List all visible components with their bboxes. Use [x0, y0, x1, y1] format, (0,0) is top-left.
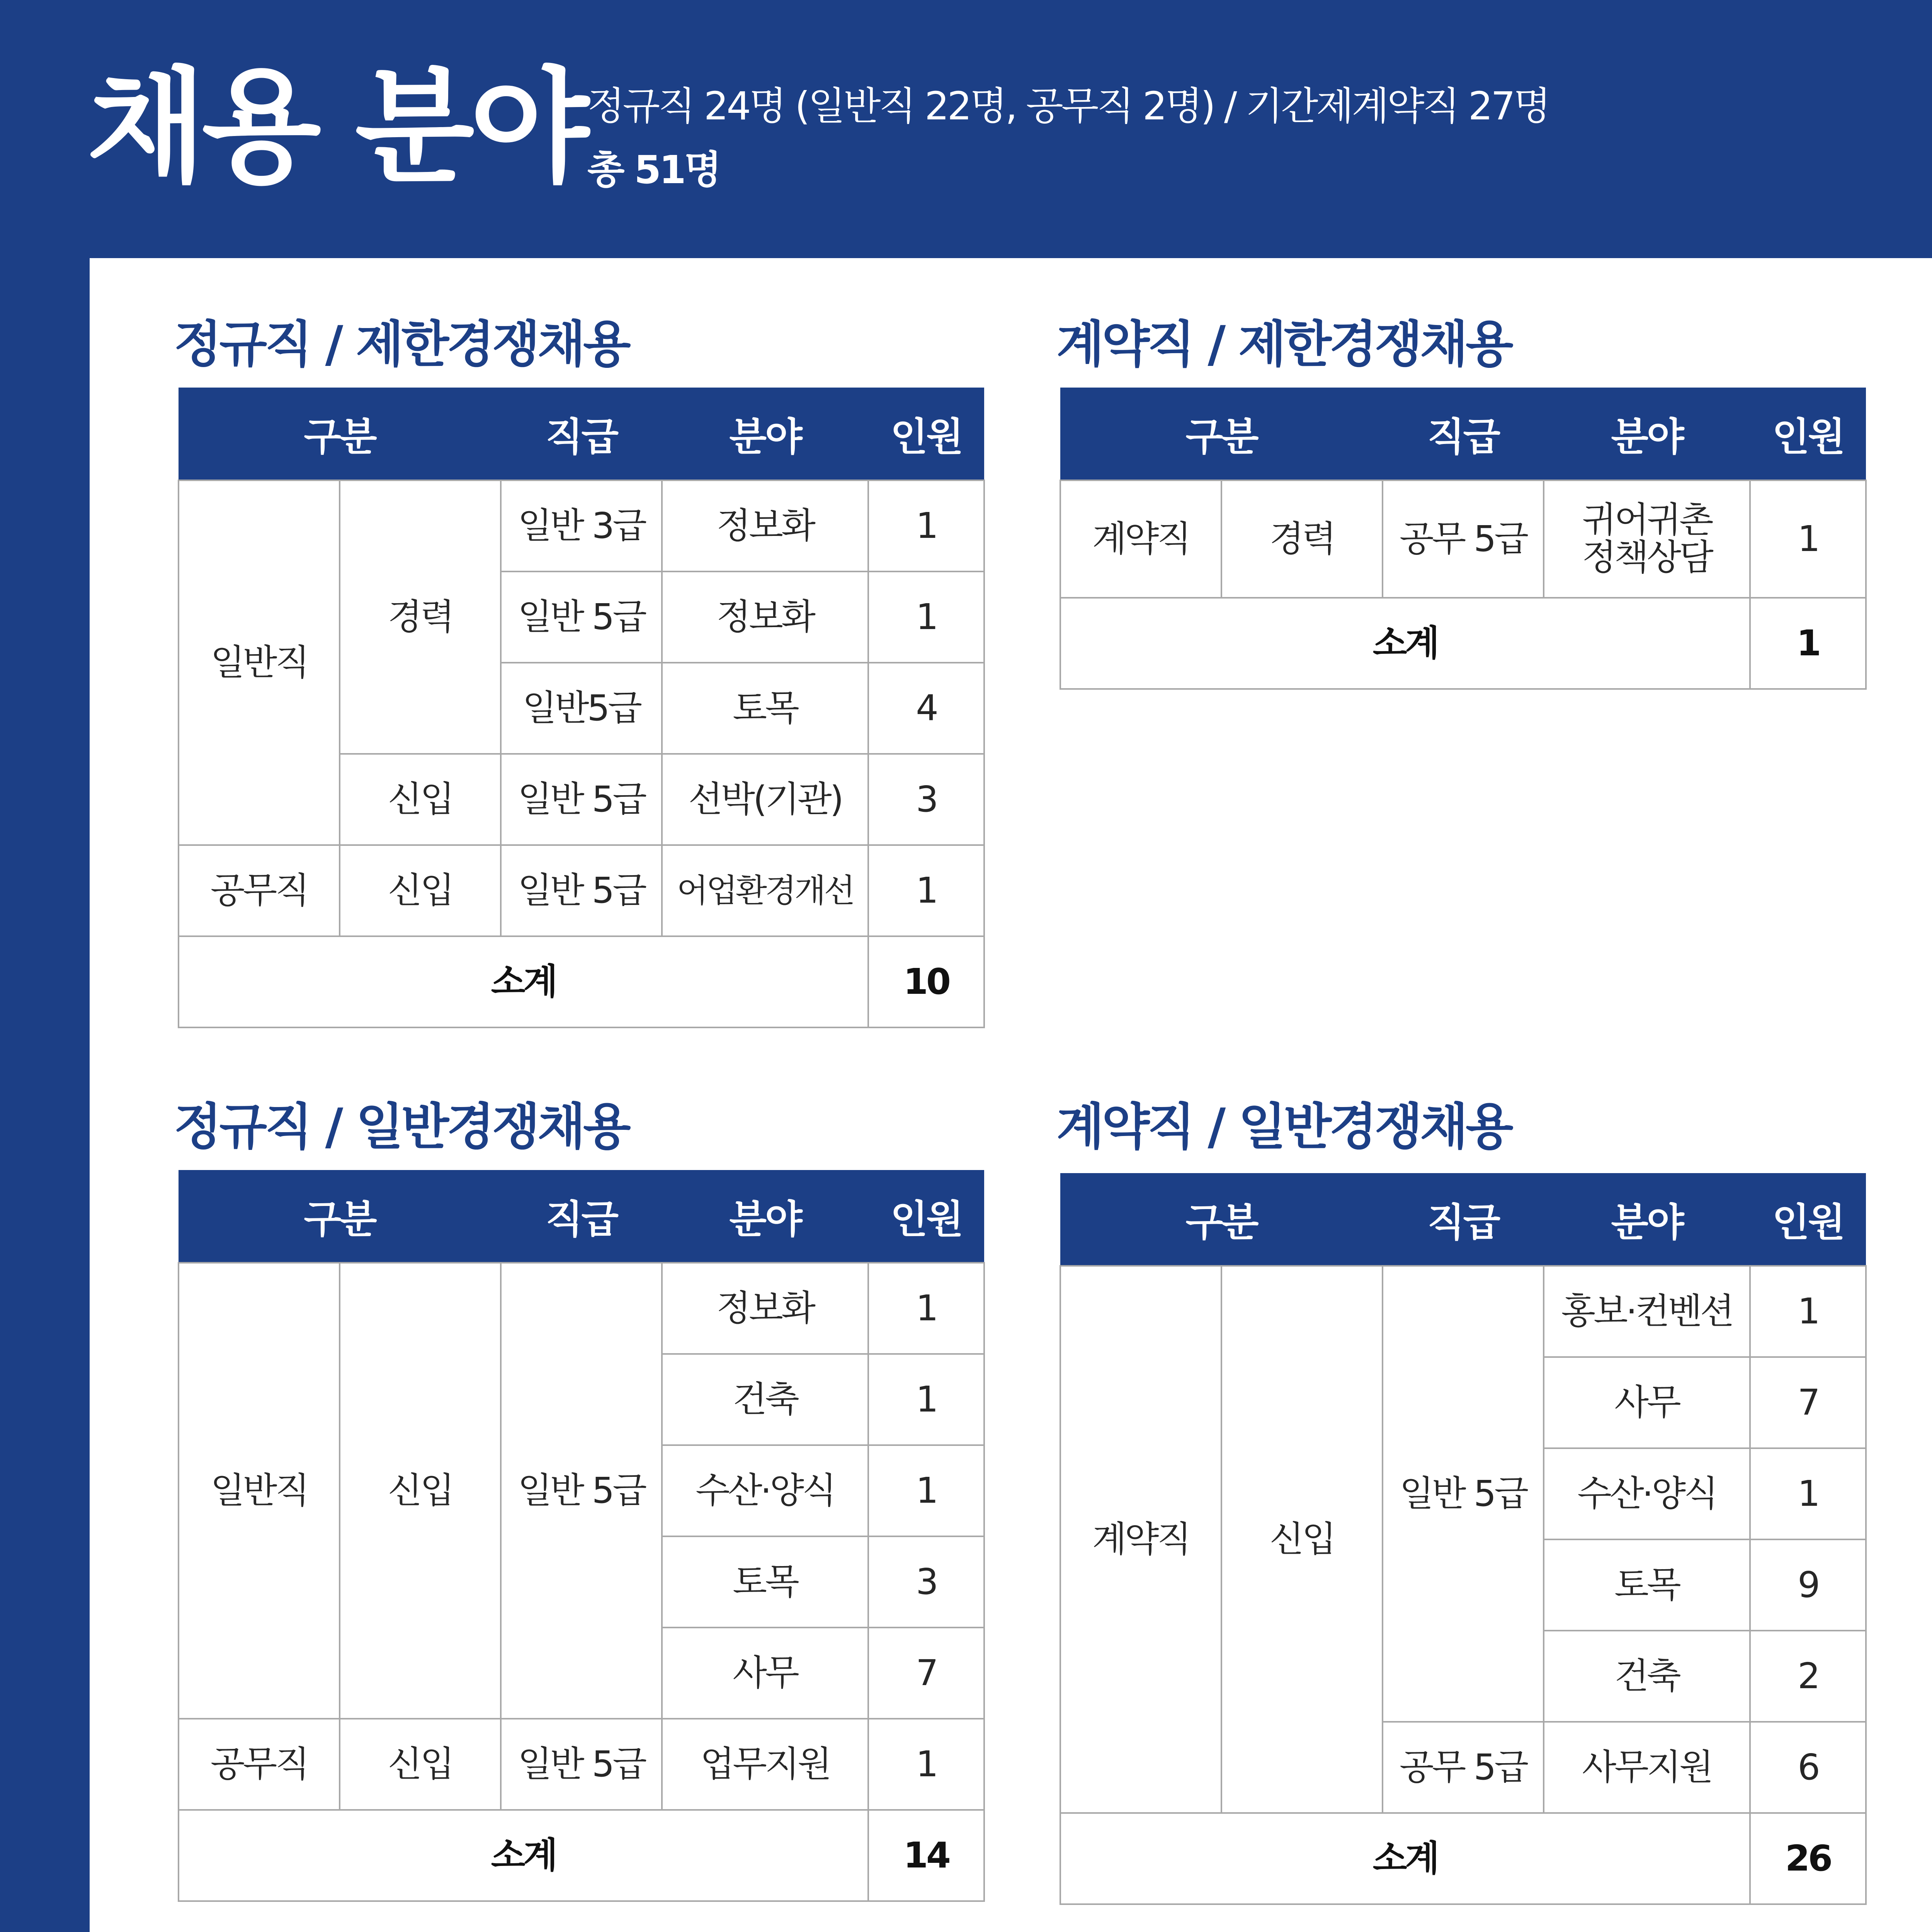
grade-cell: 일반 5급 — [1383, 1266, 1544, 1722]
hire-type-cell: 신입 — [340, 1263, 501, 1719]
table-row — [179, 1719, 984, 1810]
column-header-field: 분야 — [1544, 1173, 1750, 1266]
grade-cell: 일반 5급 — [501, 845, 662, 936]
field-cell: 정보화 — [662, 1263, 868, 1354]
subtotal-label: 소계 — [1060, 1813, 1750, 1904]
column-header-field: 분야 — [662, 1170, 868, 1263]
count-cell: 1 — [1750, 1266, 1866, 1357]
field-cell: 정보화 — [662, 480, 868, 571]
column-header-count: 인원 — [868, 1170, 984, 1263]
table-header-row — [179, 1170, 984, 1263]
table-row — [1060, 1266, 1866, 1357]
column-header-category: 구분 — [179, 1170, 501, 1263]
table-row — [179, 480, 984, 571]
count-cell: 1 — [868, 571, 984, 663]
field-cell: 사무지원 — [1544, 1722, 1750, 1813]
field-cell: 업무지원 — [662, 1719, 868, 1810]
field-cell — [1544, 480, 1750, 598]
section-title-regular-open: 정규직 / 일반경쟁채용 — [174, 1098, 629, 1156]
count-cell: 9 — [1750, 1539, 1866, 1631]
count-cell: 3 — [868, 1536, 984, 1628]
column-header-count: 인원 — [1750, 388, 1866, 480]
column-header-grade: 직급 — [501, 388, 662, 480]
subtotal-row — [179, 1810, 984, 1901]
hiring-total: 총 51명 — [587, 147, 720, 192]
page-title: 채용 분야 — [87, 56, 585, 199]
field-cell: 토목 — [662, 1536, 868, 1628]
table-regular-open — [178, 1170, 985, 1902]
job-type-cell: 공무직 — [179, 1719, 340, 1810]
field-cell: 건축 — [1544, 1631, 1750, 1722]
subtotal-value: 14 — [868, 1810, 984, 1901]
grade-cell: 일반 5급 — [501, 1719, 662, 1810]
job-type-cell: 일반직 — [179, 480, 340, 845]
field-cell: 사무 — [1544, 1357, 1750, 1448]
count-cell: 7 — [868, 1628, 984, 1719]
count-cell: 1 — [868, 1719, 984, 1810]
table-contract-limited — [1060, 388, 1867, 690]
field-cell: 건축 — [662, 1354, 868, 1445]
subtotal-label: 소계 — [179, 1810, 868, 1901]
column-header-grade: 직급 — [1383, 388, 1544, 480]
table-header-row — [1060, 1173, 1866, 1266]
hire-type-cell: 경력 — [1221, 480, 1383, 598]
field-cell: 토목 — [1544, 1539, 1750, 1631]
table-row — [179, 845, 984, 936]
grade-cell: 일반 5급 — [501, 1263, 662, 1719]
table-contract-open — [1060, 1173, 1867, 1905]
subtotal-value: 10 — [868, 936, 984, 1027]
hire-type-cell: 신입 — [340, 845, 501, 936]
count-cell: 1 — [868, 1445, 984, 1536]
job-type-cell: 공무직 — [179, 845, 340, 936]
count-cell: 1 — [868, 480, 984, 571]
table-regular-limited — [178, 388, 985, 1028]
count-cell: 1 — [868, 1263, 984, 1354]
field-cell: 선박(기관) — [662, 754, 868, 845]
subtotal-row — [1060, 1813, 1866, 1904]
column-header-field: 분야 — [662, 388, 868, 480]
count-cell: 6 — [1750, 1722, 1866, 1813]
field-cell: 토목 — [662, 663, 868, 754]
grade-cell: 일반 5급 — [501, 754, 662, 845]
grade-cell: 공무 5급 — [1383, 480, 1544, 598]
column-header-field: 분야 — [1544, 388, 1750, 480]
count-cell: 1 — [1750, 1448, 1866, 1539]
column-header-category: 구분 — [179, 388, 501, 480]
table-row — [1060, 480, 1866, 598]
field-cell: 정보화 — [662, 571, 868, 663]
subtotal-value: 26 — [1750, 1813, 1866, 1904]
field-cell: 홍보·컨벤션 — [1544, 1266, 1750, 1357]
section-title-regular-limited: 정규직 / 제한경쟁채용 — [174, 316, 629, 373]
grade-cell: 공무 5급 — [1383, 1722, 1544, 1813]
subtotal-row — [179, 936, 984, 1027]
job-type-cell: 계약직 — [1060, 1266, 1221, 1813]
hire-type-cell: 신입 — [1221, 1266, 1383, 1813]
table-header-row — [179, 388, 984, 480]
job-type-cell: 일반직 — [179, 1263, 340, 1719]
hire-type-cell: 신입 — [340, 1719, 501, 1810]
column-header-grade: 직급 — [501, 1170, 662, 1263]
column-header-grade: 직급 — [1383, 1173, 1544, 1266]
field-line-1: 귀어귀촌 — [1582, 499, 1712, 541]
table-header-row — [1060, 388, 1866, 480]
section-title-contract-limited: 계약직 / 제한경쟁채용 — [1056, 316, 1511, 373]
field-cell: 어업환경개선 — [662, 845, 868, 936]
hire-type-cell: 경력 — [340, 480, 501, 754]
hire-type-cell: 신입 — [340, 754, 501, 845]
subtotal-label: 소계 — [1060, 598, 1750, 689]
column-header-category: 구분 — [1060, 388, 1383, 480]
field-cell: 사무 — [662, 1628, 868, 1719]
count-cell: 2 — [1750, 1631, 1866, 1722]
count-cell: 1 — [868, 845, 984, 936]
field-cell: 수산·양식 — [1544, 1448, 1750, 1539]
grade-cell: 일반5급 — [501, 663, 662, 754]
subtotal-row — [1060, 598, 1866, 689]
column-header-category: 구분 — [1060, 1173, 1383, 1266]
grade-cell: 일반 5급 — [501, 571, 662, 663]
count-cell: 7 — [1750, 1357, 1866, 1448]
hiring-summary: 정규직 24명 (일반직 22명, 공무직 2명) / 기간제계약직 27명 — [587, 83, 1549, 129]
count-cell: 3 — [868, 754, 984, 845]
section-title-contract-open: 계약직 / 일반경쟁채용 — [1056, 1098, 1511, 1156]
grade-cell: 일반 3급 — [501, 480, 662, 571]
subtotal-label: 소계 — [179, 936, 868, 1027]
field-cell: 수산·양식 — [662, 1445, 868, 1536]
column-header-count: 인원 — [868, 388, 984, 480]
count-cell: 1 — [868, 1354, 984, 1445]
field-line-2: 정책상담 — [1582, 537, 1712, 578]
job-type-cell: 계약직 — [1060, 480, 1221, 598]
count-cell: 4 — [868, 663, 984, 754]
table-row — [179, 1263, 984, 1354]
content-panel — [90, 258, 1932, 1932]
subtotal-value: 1 — [1750, 598, 1866, 689]
column-header-count: 인원 — [1750, 1173, 1866, 1266]
count-cell: 1 — [1750, 480, 1866, 598]
